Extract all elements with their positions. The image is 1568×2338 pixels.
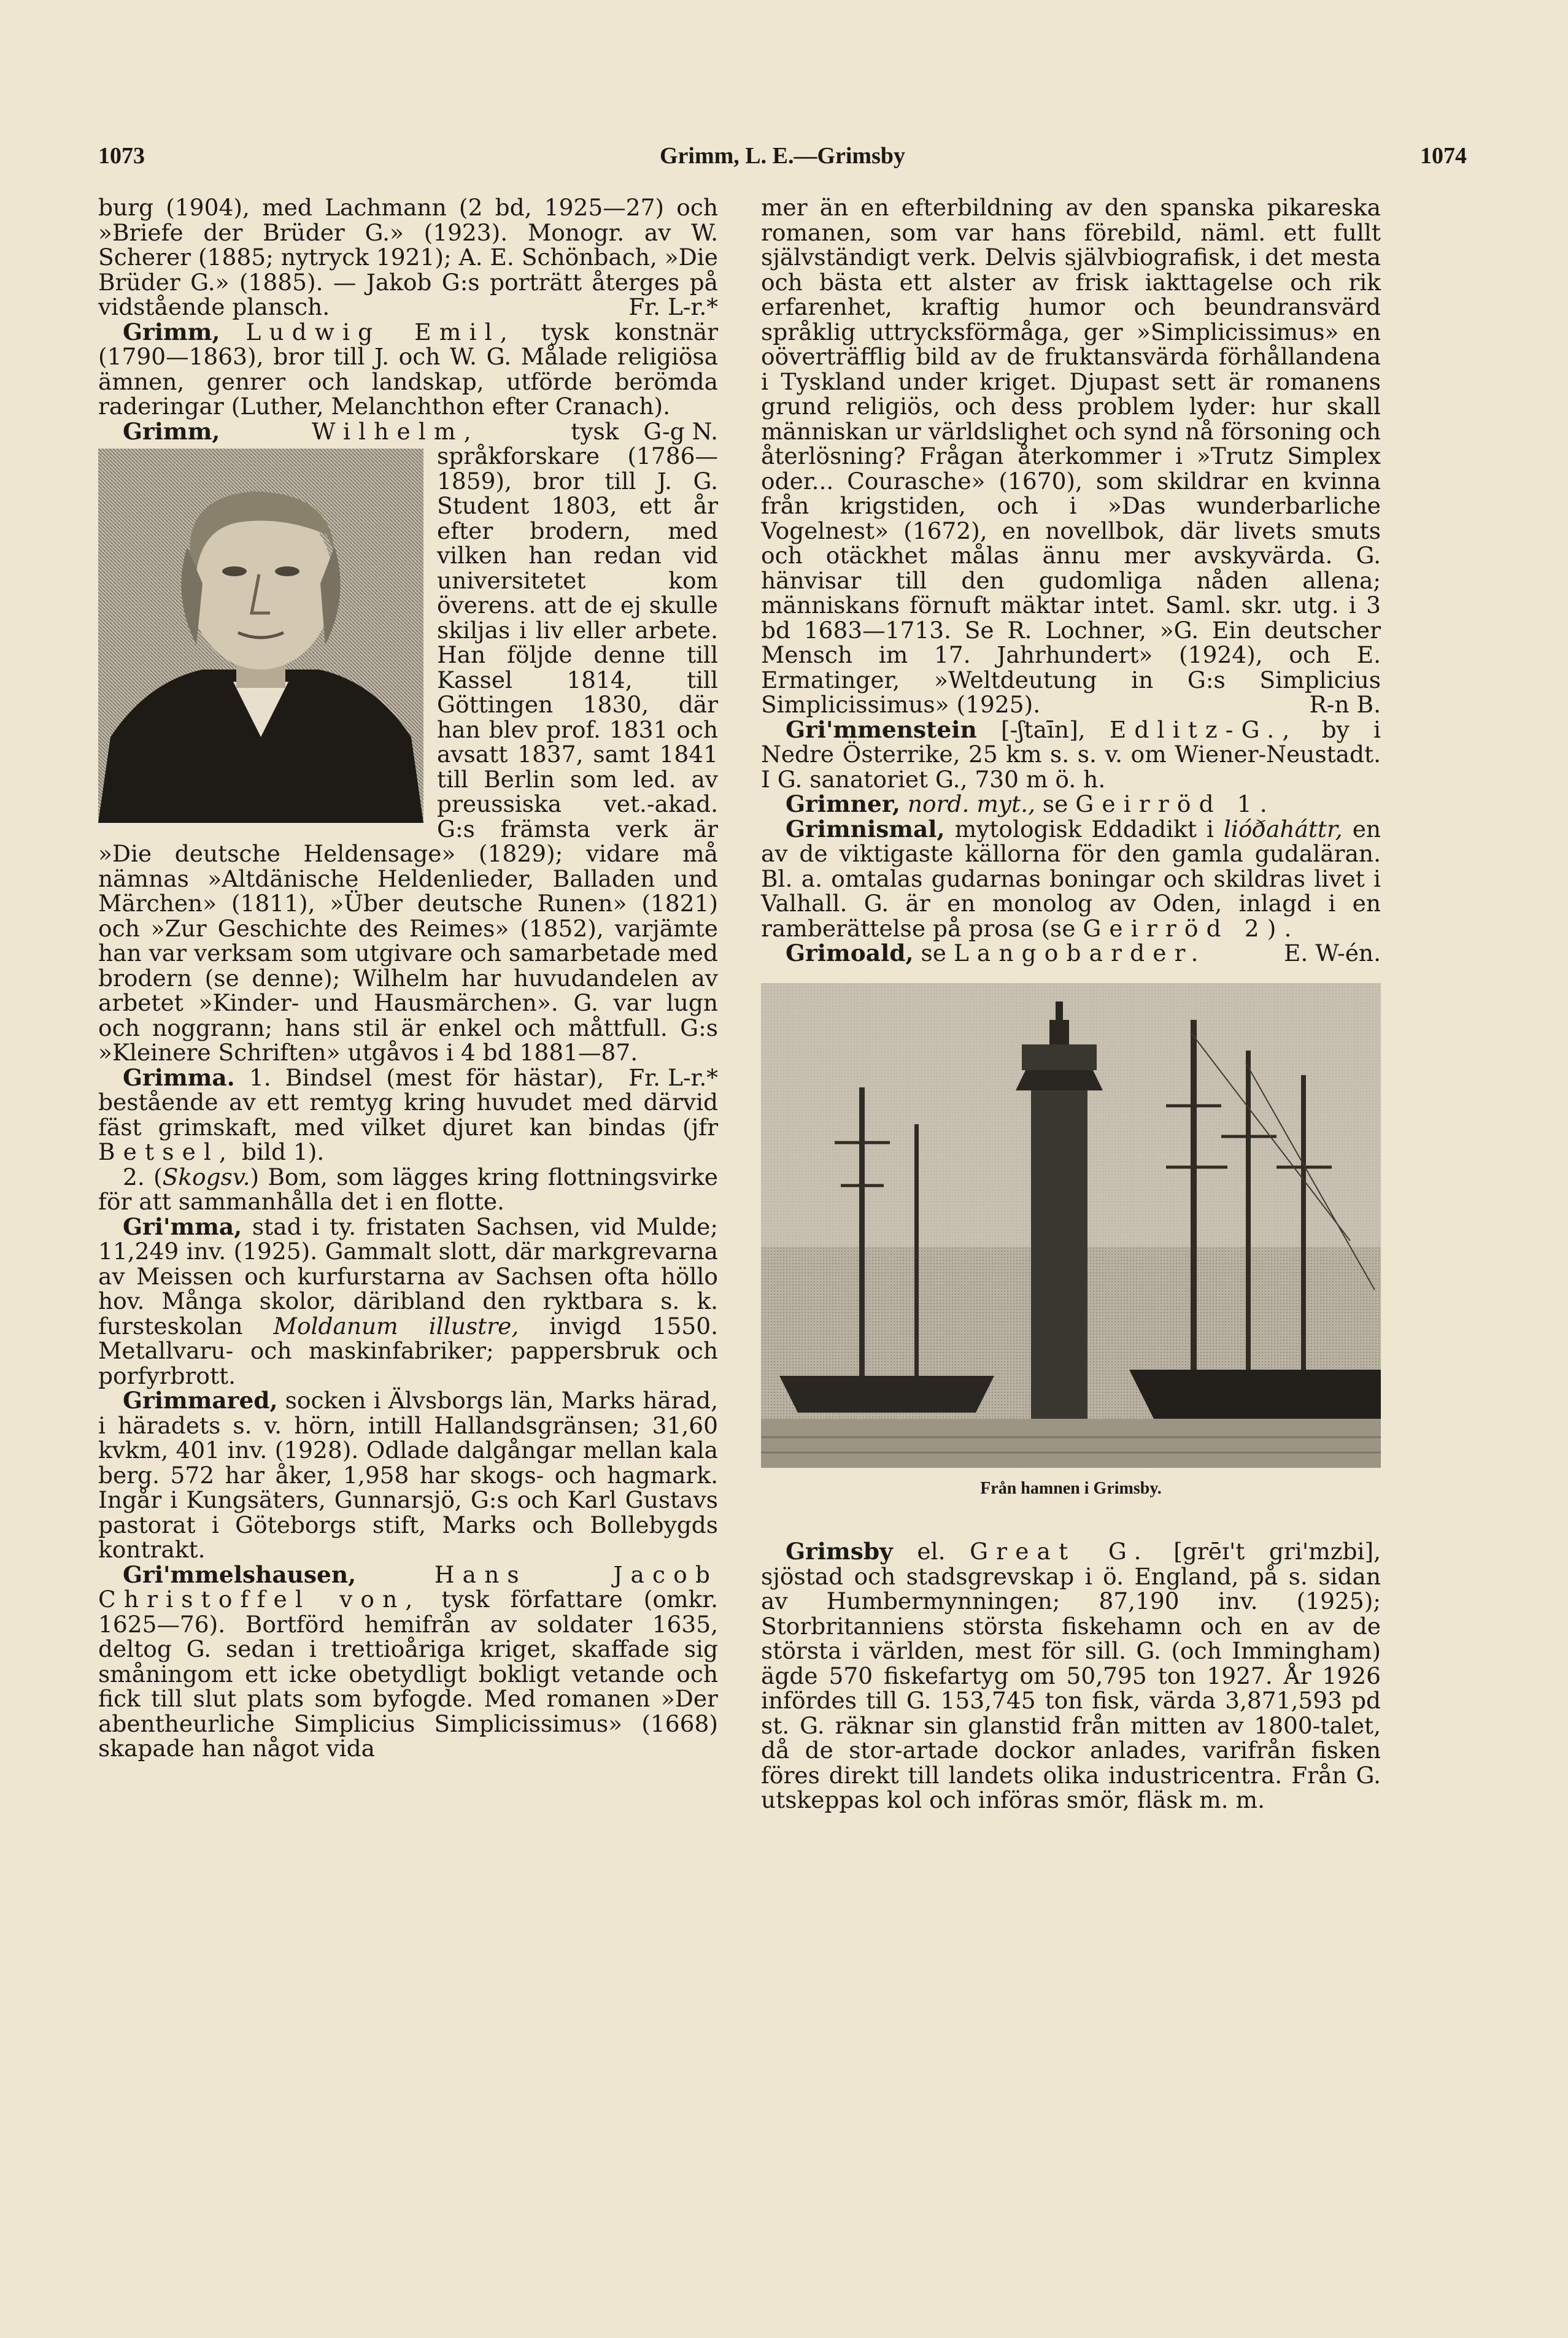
running-title: Grimm, L. E.—Grimsby xyxy=(659,143,906,169)
headword: Grimsby xyxy=(786,1538,893,1565)
page-number-right: 1074 xyxy=(1420,143,1467,169)
figure-caption: Från hamnen i Grimsby. xyxy=(980,1478,1162,1498)
entry-grimner: Grimner, nord. myt., se Geirröd 1. xyxy=(786,790,1275,817)
headword: Grimnismal, xyxy=(786,815,945,843)
headword: Grimmared, xyxy=(123,1387,278,1414)
entry-ludwig-emil: Grimm, Ludwig Emil, tysk konstnär (1790—1863), bror till J. och W. G. Målade religiösa ämnen, genrer och landskap, utförde berömda raderingar (Luther, Melanchthon efter Cranach). G-g N. xyxy=(98,318,718,445)
entry-grimmelshausen-continued: mer än en efterbildning av den spanska pikareska romanen, som var hans förebild, näml. ett fullt självständigt verk. Delvis självbiografisk, i det mesta och bästa ett alster av frisk iakttagelse och rik erfarenhet, kraftig humor och beundransvärd språklig uttrycksförmåga, ger »Simplicissimus» en oöverträfflig bild av de fruktansvärda förhållandena i Tyskland under kriget. Djupast sett är romanens grund religiös, och dess problem lyder: hur skall människan ur världslighet och synd nå försoning och återlösning? Frågan återkommer i »Trutz Simplex oder... Courasche» (1670), som skildrar en kvinna från krigstiden, och i »Das wunderbarliche Vogelnest» (1672), en novellbok, där livets smuts och otäckhet målas ännu mer avskyvärda. G. hänvisar till den gudomliga nåden allena; människans förnuft mäktar intet. Saml. skr. utg. i 3 bd 1683—1713. Se R. Lochner, »G. Ein deutscher Mensch im 17. Jahrhundert» (1924), och E. Ermatinger, »Weltdeutung in G:s Simplicius Simplicissimus» (1925). R-n B. xyxy=(761,194,1381,718)
portrait-engraving xyxy=(98,449,423,823)
headword: Grimoald, xyxy=(786,939,914,966)
entry-grimoald: Grimoald, se Langobarder. xyxy=(786,939,1207,966)
entry-grimmelshausen: Gri'mmelshausen, Hans Jacob Christoffel von, tysk författare (omkr. 1625—76). Bortförd hemifrån av soldater 1635, deltog G. sedan i trettioåriga kriget, skaffade sig småningom ett icke obetydligt bokligt vetande och fick till slut plats som byfogde. Med romanen »Der abentheurliche Simplicius Simplicissimus» (1668) skapade han något vida xyxy=(98,1561,719,1762)
signature: G-g N. xyxy=(643,417,718,445)
headword: Grimner, xyxy=(786,790,900,817)
harbour-photo xyxy=(761,983,1381,1468)
entry-jakob-continued: burg (1904), med Lachmann (2 bd, 1925—27) och »Briefe der Brüder G.» (1923). Monogr. av W. Scherer (1885; nytryck 1921); A. E. Schönbach, »Die Brüder G.» (1885). — Jakob G:s porträtt återges på vidstående plansch. Fr. L-r.* xyxy=(98,194,718,320)
headword: Gri'mmelshausen, xyxy=(123,1561,357,1588)
entry-grimma-noun: Grimma. 1. Bindsel (mest för hästar), bestående av ett remtyg kring huvudet med därvid fäst grimskaft, med vilket djuret kan bindas (jfr Betsel, bild 1). xyxy=(98,1063,718,1165)
entry-grimma-town: Gri'mma, stad i ty. fristaten Sachsen, vid Mulde; 11,249 inv. (1925). Gammalt slott, där markgrevarna av Meissen och kurfurstarna av Sachsen ofta höllo hov. Många skolor, däribland den ryktbara s. k. fursteskolan Moldanum illustre, invigd 1550. Metallvaru- och maskinfabriker; pappersbruk och porfyrbrott. xyxy=(98,1213,718,1389)
headword: Grimma. xyxy=(123,1063,235,1091)
entry-grimnismal: Grimnismal, mytologisk Eddadikt i lióðaháttr, en av de viktigaste källorna för den gamla gudaläran. Bl. a. omtalas gudarnas boningar och skildras livet i Valhall. G. är en monolog av Oden, inlagd i en ramberättelse på prosa (se Geirröd 2). E. W-én. xyxy=(761,815,1381,966)
headword: Gri'mmenstein xyxy=(786,716,977,743)
page-header xyxy=(98,142,1467,179)
right-column xyxy=(761,195,1381,1813)
entry-grimmenstein: Gri'mmenstein [-ʃtaīn], Edlitz-G., by i Nedre Österrike, 25 km s. s. v. om Wiener-Neustadt. I G. sanatoriet G., 730 m ö. h. xyxy=(761,716,1381,793)
entry-grimmared: Grimmared, socken i Älvsborgs län, Marks härad, i häradets s. v. hörn, intill Hallandsgränsen; 31,60 kvkm, 401 inv. (1928). Odlade dalgångar mellan kala berg. 572 har åker, 1,958 har skogs- och hagmark. Ingår i Kungsäters, Gunnarsjö, G:s och Karl Gustavs pastorat i Göteborgs stift, Marks och Bollebygds kontrakt. xyxy=(98,1387,719,1563)
entry-grimsby: Grimsby el. Great G. [grēɪ't gri'mzbi], sjöstad och stadsgrevskap i ö. England, på s. sidan av Humbermynningen; 87,190 inv. (1925); Storbritanniens största fiskehamn och en av de största i världen, mest för sill. G. (och Immingham) ägde 570 fiskefartyg om 50,795 ton 1927. År 1926 infördes till G. 153,745 ton fisk, värda 3,871,593 pd st. G. räknar sin glanstid från mitten av 1800-talet, då de stor-artade dockor anlades, varifrån fisken föres direkt till landets olika industricentra. Från G. utskeppas kol och införas smör, fläsk m. m. xyxy=(761,1538,1381,1813)
signature: R-n B. xyxy=(1309,691,1381,718)
entry-wilhelm: Grimm, Wilhelm, tysk språkforskare (1786—1859), bror till J. G. Student 1803, ett år efter brodern, med vilken han redan vid universitetet kom överens. att de ej skulle skiljas i liv eller arbete. Han följde denne till Kassel 1814, till Göttingen 1830, där han blev prof. 1831 och avsatt 1837, samt 1841 till Berlin som led. av preussiska vet.-akad. G:s främsta verk är »Die deutsche Heldensage» (1829); vidare må nämnas »Altdänische Heldenlieder, Balladen und Märchen» (1811), »Über deutsche Runen» (1821) och »Zur Geschichte des Reimes» (1852), varjämte han var verksam som utgivare och samarbetade med brodern (se denne); Wilhelm har huvudandelen av arbetet »Kinder- und Hausmärchen». G. var lugn och noggrann; hans stil är enkel och måttfull. G:s »Kleinere Schriften» utgåvos i 4 bd 1881—87. Fr. L-r.* xyxy=(98,417,718,1091)
signature: E. W-én. xyxy=(1284,939,1381,966)
headword: Gri'mma, xyxy=(123,1213,242,1240)
left-column xyxy=(98,195,718,1761)
headword: Grimm, xyxy=(123,318,220,345)
headword: Grimm, xyxy=(123,417,220,445)
entry-grimma-noun-2: 2. (Skogsv.) Bom, som lägges kring flottningsvirke för att sammanhålla det i en flotte. xyxy=(98,1163,718,1215)
signature: Fr. L-r.* xyxy=(628,293,718,320)
signature: Fr. L-r.* xyxy=(628,1063,718,1091)
page-number-left: 1073 xyxy=(98,143,145,169)
